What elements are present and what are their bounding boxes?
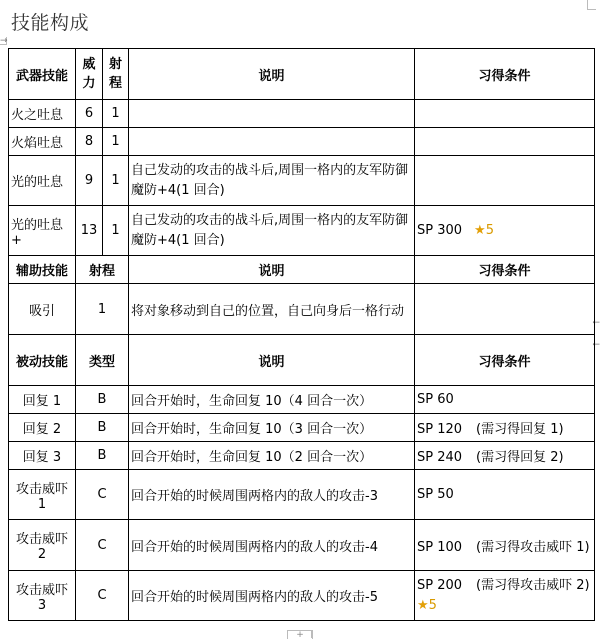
header-weapon-skill: 武器技能 [9,49,76,100]
skill-range: 1 [103,206,129,256]
header-power: 威力 [76,49,103,100]
page-arrow-icon: ← [592,340,600,350]
header-range: 射程 [76,256,129,284]
skill-type: C [76,571,129,621]
skill-desc: 回合开始的时候周围两格内的敌人的攻击-4 [129,520,415,571]
skill-cond [415,470,595,520]
skill-desc: 自己发动的攻击的战斗后,周围一格内的友军防御魔防+4(1 回合) [129,206,415,256]
skill-range: 1 [103,100,129,128]
star-rarity: 5 [485,223,494,238]
skill-desc: 回合开始的时候周围两格内的敌人的攻击-5 [129,571,415,621]
page-title: 技能构成 [11,12,90,34]
skill-cond [415,386,595,414]
skill-power: 8 [76,128,103,156]
skill-desc: 回合开始的时候周围两格内的敌人的攻击-3 [129,470,415,520]
sp-cost: SP 60 [417,392,454,407]
skill-name: 回复 3 [9,442,76,470]
table-row [9,206,595,256]
skill-type: B [76,414,129,442]
skill-cond [415,414,595,442]
skill-table [8,48,595,621]
skill-range: 1 [76,284,129,335]
sp-cost: SP 50 [417,487,454,502]
header-description: 说明 [129,49,415,100]
skill-name: 攻击威吓 2 [9,520,76,571]
header-condition: 习得条件 [415,256,595,284]
skill-name: 光的吐息 [9,156,76,206]
skill-cond [415,156,595,206]
skill-cond [415,100,595,128]
header-condition: 习得条件 [415,49,595,100]
table-row [9,414,595,442]
table-row [9,470,595,520]
sp-cost: SP 120 [417,422,463,437]
skill-name: 回复 2 [9,414,76,442]
skill-desc [129,100,415,128]
skill-cond [415,520,595,571]
skill-range: 1 [103,128,129,156]
skill-name: 回复 1 [9,386,76,414]
table-row [9,284,595,335]
skill-desc: 自己发动的攻击的战斗后,周围一格内的友军防御魔防+4(1 回合) [129,156,415,206]
skill-name: 火焰吐息 [9,128,76,156]
page-arrow-icon: → [0,36,8,46]
skill-type: C [76,520,129,571]
header-condition: 习得条件 [415,335,595,386]
header-range: 射程 [103,49,129,100]
skill-cond [415,206,595,256]
corner-mark-right [587,0,596,10]
table-row [9,386,595,414]
skill-range: 1 [103,156,129,206]
star-icon: ★ [474,223,486,238]
table-row [9,442,595,470]
skill-name: 吸引 [9,284,76,335]
skill-name: 攻击威吓 1 [9,470,76,520]
skill-name: 攻击威吓 3 [9,571,76,621]
skill-cond [415,571,595,621]
skill-power: 9 [76,156,103,206]
skill-power: 6 [76,100,103,128]
sp-cost: SP 300 [417,223,463,238]
star-rarity: 5 [428,597,437,613]
header-passive-skill: 被动技能 [9,335,76,386]
skill-cond [415,442,595,470]
table-resize-handle[interactable]: + [287,630,313,639]
table-row [9,520,595,571]
skill-desc: 回合开始时，生命回复 10（3 回合一次） [129,414,415,442]
table-row [9,156,595,206]
skill-desc: 回合开始时，生命回复 10（2 回合一次） [129,442,415,470]
header-assist-skill: 辅助技能 [9,256,76,284]
page-arrow-icon: ← [592,318,600,328]
prerequisite: (需习得攻击威吓 2) [476,577,590,593]
prerequisite: (需习得攻击威吓 1) [476,539,590,555]
skill-power: 13 [76,206,103,256]
assist-header-row [9,256,595,284]
table-row [9,100,595,128]
skill-type: B [76,386,129,414]
sp-cost: SP 200 [417,577,463,593]
passive-header-row [9,335,595,386]
skill-desc: 回合开始时，生命回复 10（4 回合一次） [129,386,415,414]
skill-cond [415,128,595,156]
skill-type: B [76,442,129,470]
sp-cost: SP 100 [417,539,463,555]
sp-cost: SP 240 [417,450,463,465]
table-row [9,128,595,156]
header-type: 类型 [76,335,129,386]
table-row [9,571,595,621]
skill-desc: 将对象移动到自己的位置，自己向身后一格行动 [129,284,415,335]
prerequisite: (需习得回复 1) [476,422,564,437]
star-icon: ★ [417,597,429,613]
weapon-header-row [9,49,595,100]
prerequisite: (需习得回复 2) [476,450,564,465]
header-description: 说明 [129,335,415,386]
header-description: 说明 [129,256,415,284]
skill-cond [415,284,595,335]
skill-name: 火之吐息 [9,100,76,128]
skill-type: C [76,470,129,520]
divider [311,630,314,638]
skill-desc [129,128,415,156]
skill-name: 光的吐息+ [9,206,76,256]
